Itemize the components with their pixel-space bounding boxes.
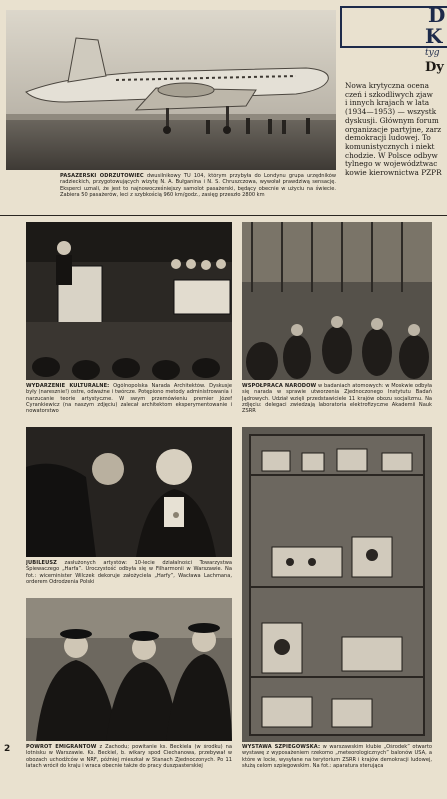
caption-cooperation	[242, 383, 432, 423]
side-line: komunistycznych i niekt	[345, 141, 435, 151]
caption-culture-text: Ogólnopolska Narada Architektów. Dyskusje były (naresznie!) ostre, odważne i twórcze. Potępiono metody administrowania i narzucanie teorie artystyczne. W swym przemówieniu premier Józef Cyrankiewicz (na naszym zdjęciu) zalecał architektom eksperymentowanie i nowatorstwo	[26, 383, 232, 415]
page-number: 2	[4, 744, 11, 754]
side-line: czeń i szkodliwych zjaw	[345, 89, 433, 99]
caption-emigrants-heading: POWRÓT EMIGRANTÓW	[26, 744, 97, 750]
masthead-tagline: tyg	[425, 48, 440, 58]
side-line: kowie kierownictwa PZPR	[345, 168, 442, 178]
divider	[0, 215, 447, 216]
masthead-letter-k: K	[425, 24, 443, 48]
side-line: i innych krajach w lata	[345, 98, 430, 108]
photo-spy-equipment	[242, 427, 432, 742]
side-line: dyskusji. Głównym forum	[345, 115, 439, 125]
caption-jet-heading: PASAŻERSKI ODRZUTOWIEC	[60, 173, 144, 179]
caption-emigrants-text: z Zachodu; powitanie ks. Beckiela (w środku) na lotnisku w Warszawie. Ks. Beckiel, b. wikary spod Ciechanowa, przebywał w obozach uchodźców w NRF, później mieszkał w Stanach Zjednoczonych. Po 11 latach wrócił do kraju i wraca obecnie także do pracy duszpasterskiej	[26, 744, 232, 769]
photo-jubilee-decoration	[26, 427, 232, 557]
photo-jet-airliner	[6, 10, 336, 170]
side-line: tylnego w województwac	[345, 159, 438, 169]
side-column-body	[345, 82, 447, 178]
caption-jubilee	[26, 560, 232, 598]
photo-atomic-laboratory	[242, 222, 432, 380]
caption-jet-text: dwusilnikowy TU 104, którym przybyła do Londynu grupa urzędników radzieckich, przygotowujących wizytę N. A. Bułganina i N. S. Chruszczowa, wywołał prawdziwą sensację. Eksperci uznali, że jest to najnowocześniejszy samolot pasażerski, będący obecnie w użyciu na świecie. Zabiera 50 pasażerów, leci z szybkością 960 km/godz., zasięg przeszło 2800 km	[60, 173, 336, 198]
caption-spy-heading: WYSTAWA SZPIEGOWSKA:	[242, 744, 321, 750]
caption-jet	[60, 173, 336, 207]
side-line: organizacje partyjne, zarz	[345, 124, 442, 134]
caption-jubilee-heading: JUBILEUSZ	[26, 560, 57, 566]
caption-spy	[242, 744, 432, 794]
side-column-heading: Dy	[425, 60, 444, 75]
side-line: (1934—1953) — wszystk	[345, 107, 437, 117]
photo-architects-meeting	[26, 222, 232, 380]
photo-emigrants-return	[26, 598, 232, 741]
caption-culture	[26, 383, 232, 423]
caption-cooperation-text: w badaniach atomowych: w Moskwie odbyła się narada w sprawie utworzenia Zjednoczonego Instytutu Badań Jądrowych. Udział wzięli przedstawiciele 11 krajów obozu socjalizmu. Na zdjęciu: delegaci zwiedzają laboratoria elektrofizyczne Akademii Nauk ZSRR	[242, 383, 432, 415]
caption-jubilee-text: zasłużonych artystów: 10-lecie działalności Towarzystwa Śpiewaczego „Harfa”. Uroczystość odbyła się w Filharmonii w Warszawie. Na fot.: wiceminister Wilczek dekoruje założyciela „Harfy”, Wacława Lachmana, orderem Odrodzenia Polski	[26, 560, 232, 585]
caption-emigrants	[26, 744, 232, 794]
side-line: Nowa krytyczna ocena	[345, 82, 429, 90]
caption-cooperation-heading: WSPÓŁPRACA NARODÓW	[242, 383, 317, 389]
caption-culture-heading: WYDARZENIE KULTURALNE:	[26, 383, 110, 389]
side-line: chodzie. W Polsce odbyw	[345, 150, 438, 160]
side-line: demokracji ludowej. To	[345, 133, 431, 143]
masthead-letter-d: D	[428, 3, 446, 27]
caption-spy-text: w warszawskim klubie „Ośrodek” otwarto wystawę z wyposażeniem rzekomo „meteorologicznych” balonów USA, a które w locie, wysyłane na terytorium ZSRR i krajów demokracji ludowej, służą celom szpiegowskim. Na fot.: aparatura sterująca	[242, 744, 432, 769]
